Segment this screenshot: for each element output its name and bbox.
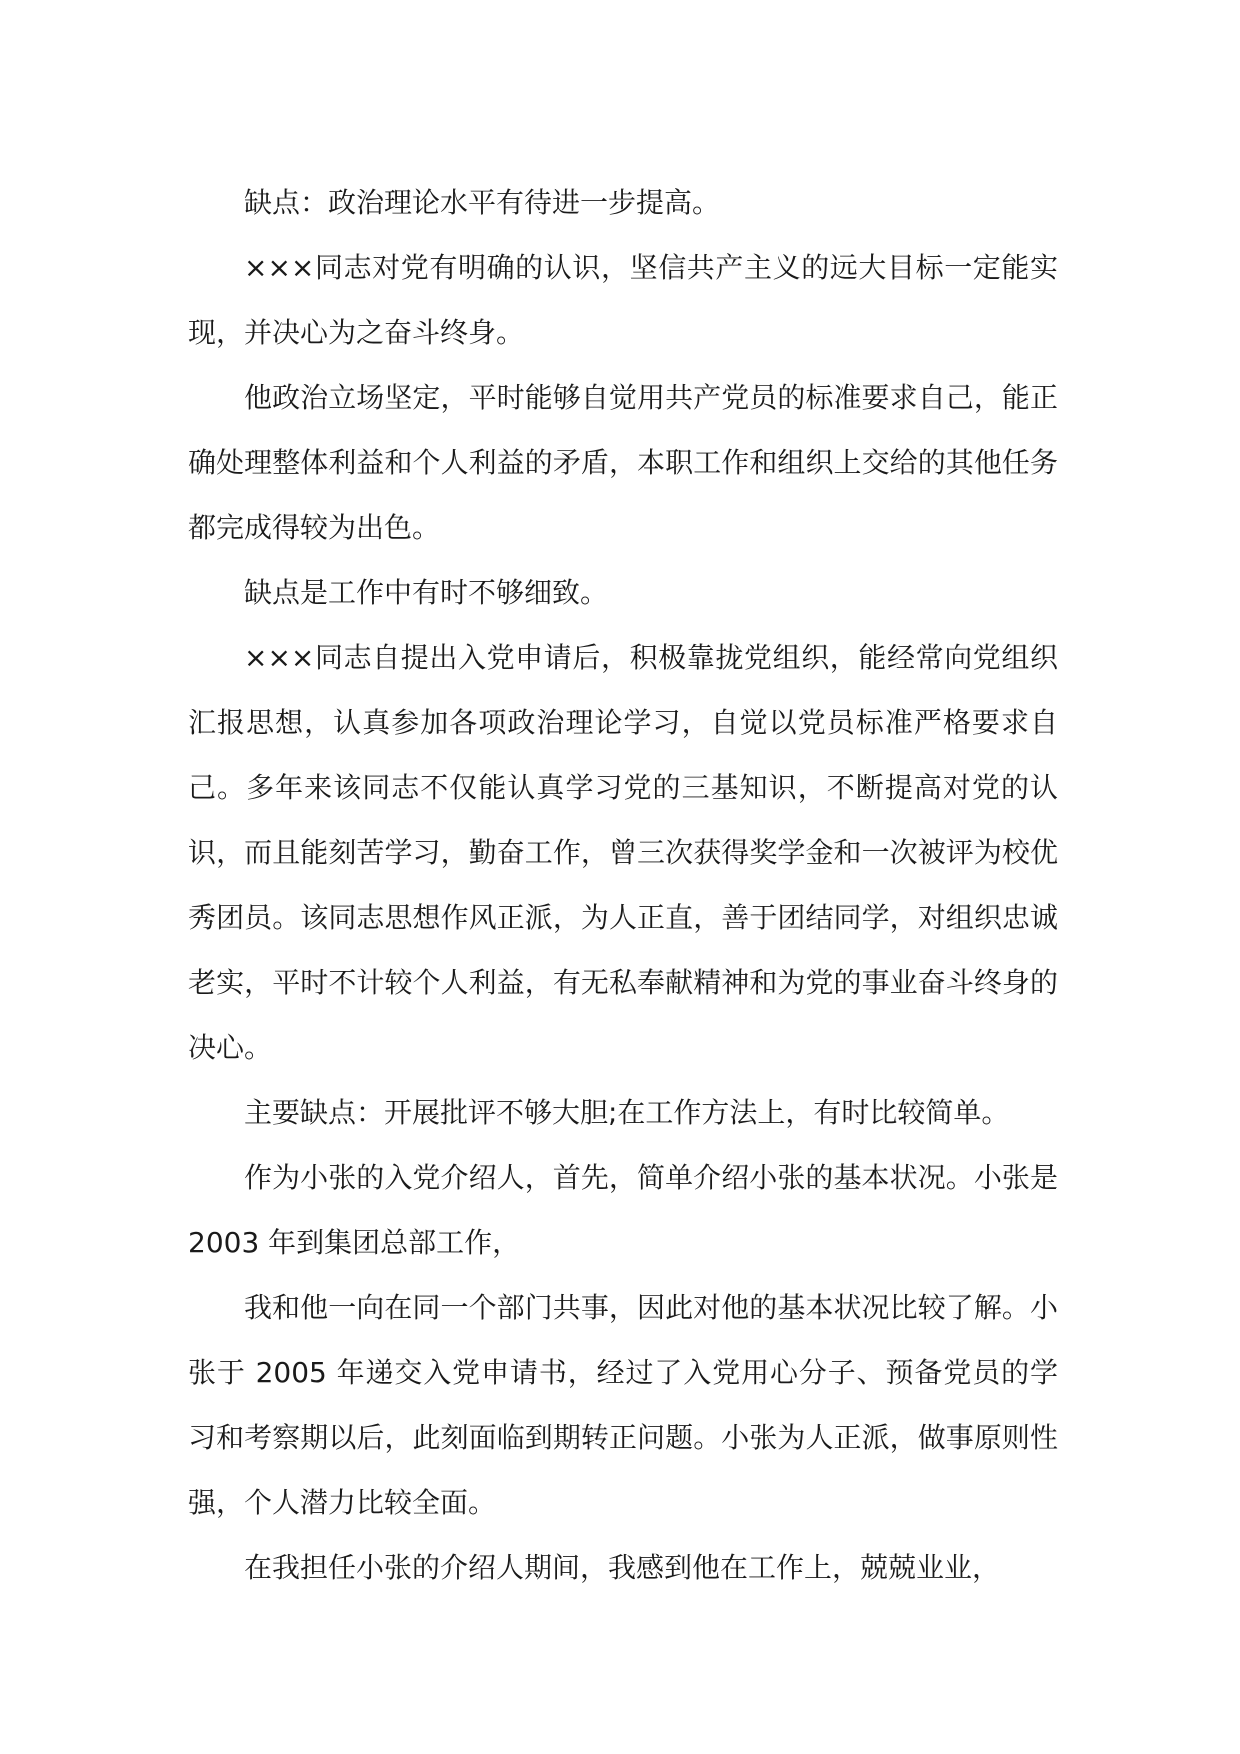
paragraph: 他政治立场坚定，平时能够自觉用共产党员的标准要求自己，能正确处理整体利益和个人利益的矛盾，本职工作和组织上交给的其他任务都完成得较为出色。 [188,381,1058,544]
paragraph: 作为小张的入党介绍人，首先，简单介绍小张的基本状况。小张是 2003 年到集团总部工作， [188,1161,1058,1259]
paragraph: ×××同志对党有明确的认识，坚信共产主义的远大目标一定能实现，并决心为之奋斗终身。 [188,251,1058,349]
paragraph: 在我担任小张的介绍人期间，我感到他在工作上，兢兢业业， [244,1551,1001,1584]
document-body [188,170,1058,1600]
paragraph: 我和他一向在同一个部门共事，因此对他的基本状况比较了解。小张于 2005 年递交入党申请书，经过了入党用心分子、预备党员的学习和考察期以后，此刻面临到期转正问题。小张为人正派，做事原则性强，个人潜力比较全面。 [188,1291,1058,1519]
paragraph: 缺点：政治理论水平有待进一步提高。 [244,186,721,219]
paragraph: 主要缺点：开展批评不够大胆;在工作方法上，有时比较简单。 [244,1096,1010,1129]
paragraph: 缺点是工作中有时不够细致。 [244,576,609,609]
paragraph: ×××同志自提出入党申请后，积极靠拢党组织，能经常向党组织汇报思想，认真参加各项政治理论学习，自觉以党员标准严格要求自己。多年来该同志不仅能认真学习党的三基知识，不断提高对党的认识，而且能刻苦学习，勤奋工作，曾三次获得奖学金和一次被评为校优秀团员。该同志思想作风正派，为人正直，善于团结同学，对组织忠诚老实，平时不计较个人利益，有无私奉献精神和为党的事业奋斗终身的决心。 [188,641,1058,1064]
